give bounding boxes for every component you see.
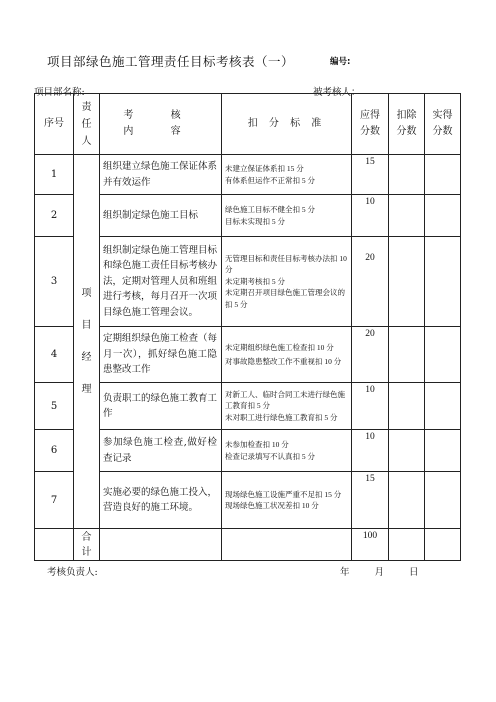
row-content: 负责职工的绿色施工教育工作 — [100, 383, 222, 430]
deduct-score-cell[interactable] — [389, 237, 425, 327]
row-score: 20 — [352, 327, 389, 383]
form-title: 项目部绿色施工管理责任目标考核表（一） — [47, 54, 295, 69]
header-deduct: 扣 分 标 准 — [222, 94, 352, 155]
total-no-cell — [35, 529, 74, 561]
row-content: 参加绿色施工检查,做好检查记录 — [100, 430, 222, 472]
assessee-label: 被考核人： — [313, 87, 361, 98]
actual-score-cell[interactable] — [425, 237, 461, 327]
row-deduct: 未定期组织绿色施工检查扣 10 分 对事故隐患整改工作不重视扣 10 分 — [222, 327, 352, 383]
assessor-label: 考核负责人: — [47, 567, 98, 578]
deduct-score-cell[interactable] — [389, 195, 425, 237]
row-no: 7 — [35, 472, 74, 529]
header-content: 考 核 内 容 — [100, 94, 222, 155]
date-label: 年 月 日 — [340, 567, 419, 578]
actual-score-cell[interactable] — [425, 195, 461, 237]
deduct-score-cell[interactable] — [389, 383, 425, 430]
total-deduct-score-cell[interactable] — [389, 529, 425, 561]
row-score: 10 — [352, 430, 389, 472]
row-score: 10 — [352, 383, 389, 430]
project-name-label: 项目部名称: — [34, 87, 85, 98]
row-no: 2 — [35, 195, 74, 237]
total-deduct-cell — [222, 529, 352, 561]
row-deduct: 未参加检查扣 10 分 检查记录填写不认真扣 5 分 — [222, 430, 352, 472]
row-deduct: 未建立保证体系扣 15 分 有体系但运作不正常扣 5 分 — [222, 155, 352, 195]
row-no: 5 — [35, 383, 74, 430]
deduct-score-cell[interactable] — [389, 430, 425, 472]
header-row — [35, 94, 461, 155]
row-content: 组织制定绿色施工目标 — [100, 195, 222, 237]
row-content: 实施必要的绿色施工投入，营造良好的施工环境。 — [100, 472, 222, 529]
row-content: 定期组织绿色施工检查（每月一次），抓好绿色施工隐患整改工作 — [100, 327, 222, 383]
actual-score-cell[interactable] — [425, 155, 461, 195]
responsible-person: 项 目 经 理 — [74, 155, 100, 529]
header-deduct-score: 扣除 分数 — [389, 94, 425, 155]
total-score: 100 — [352, 529, 389, 561]
header-actual-score: 实得 分数 — [425, 94, 461, 155]
row-no: 1 — [35, 155, 74, 195]
row-deduct: 对新工人、临时合同工未进行绿色施工教育扣 5 分 未对职工进行绿色施工教育扣 5 分 — [222, 383, 352, 430]
header-should-score: 应得 分数 — [352, 94, 389, 155]
row-content: 组织建立绿色施工保证体系并有效运作 — [100, 155, 222, 195]
row-score: 15 — [352, 155, 389, 195]
row-no: 4 — [35, 327, 74, 383]
total-label: 合 计 — [74, 529, 100, 561]
row-score: 10 — [352, 195, 389, 237]
actual-score-cell[interactable] — [425, 472, 461, 529]
row-score: 15 — [352, 472, 389, 529]
deduct-score-cell[interactable] — [389, 155, 425, 195]
table-row — [35, 155, 461, 195]
row-deduct: 无管理目标和责任目标考核办法扣 10 分 未定期考核扣 5 分 未定期召开项目绿色施工管理会议的扣 5 分 — [222, 237, 352, 327]
actual-score-cell[interactable] — [425, 430, 461, 472]
total-actual-score-cell[interactable] — [425, 529, 461, 561]
actual-score-cell[interactable] — [425, 327, 461, 383]
deduct-score-cell[interactable] — [389, 327, 425, 383]
assessment-table — [34, 93, 461, 561]
code-label: 编号: — [330, 57, 351, 67]
total-row — [35, 529, 461, 561]
total-content-cell — [100, 529, 222, 561]
row-score: 20 — [352, 237, 389, 327]
deduct-score-cell[interactable] — [389, 472, 425, 529]
header-responsible: 责 任 人 — [74, 94, 100, 155]
actual-score-cell[interactable] — [425, 383, 461, 430]
row-deduct: 现场绿色施工设施严重不足扣 15 分 现场绿色施工状况差扣 10 分 — [222, 472, 352, 529]
row-no: 6 — [35, 430, 74, 472]
row-content: 组织制定绿色施工管理目标和绿色施工责任目标考核办法，定期对管理人员和班组进行考核，每月召开一次项目绿色施工管理会议。 — [100, 237, 222, 327]
row-no: 3 — [35, 237, 74, 327]
header-no: 序号 — [35, 94, 74, 155]
row-deduct: 绿色施工目标不健全扣 5 分 目标未实现扣 5 分 — [222, 195, 352, 237]
